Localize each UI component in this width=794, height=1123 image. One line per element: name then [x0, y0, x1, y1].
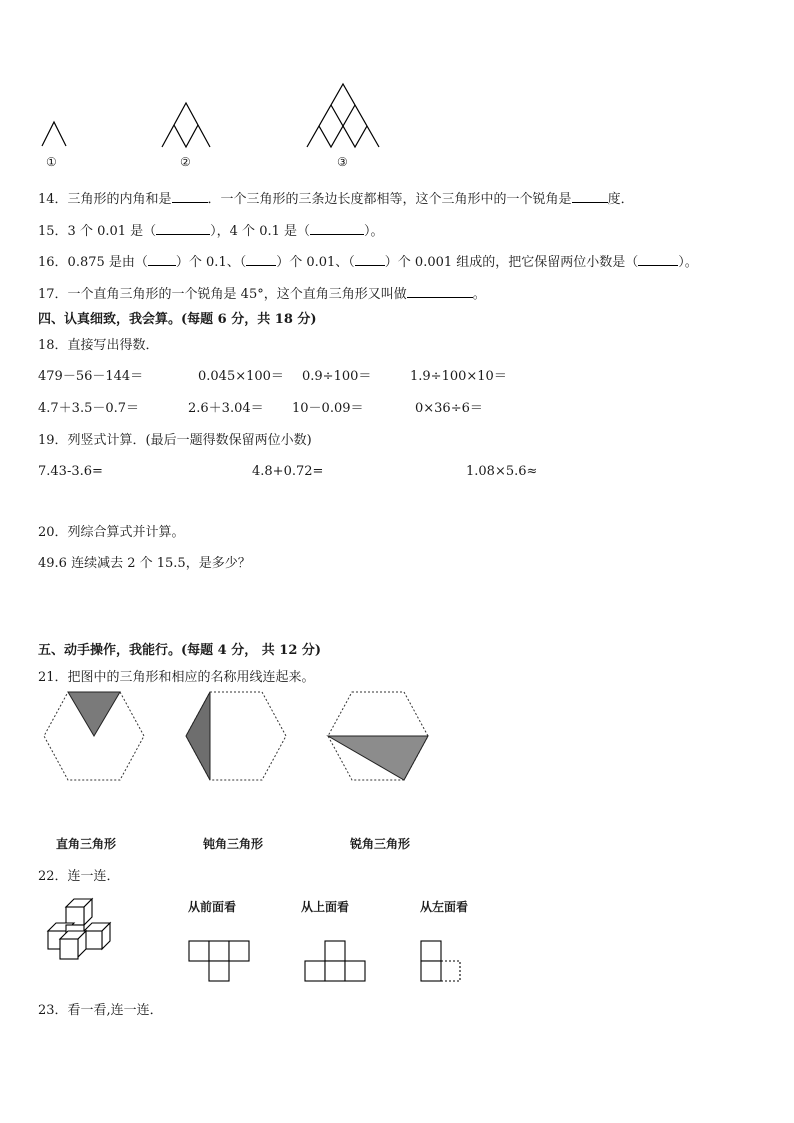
question-15: 15．3 个 0.01 是（ ），4 个 0.1 是（ ）。 — [38, 224, 384, 239]
hexagon-figure-2 — [184, 690, 288, 782]
answer-blank[interactable] — [355, 253, 385, 266]
section-4-heading: 四、认真细致，我会算。(每题 6 分，共 18 分) — [38, 312, 317, 327]
question-23-title: 23．看一看,连一连． — [38, 1003, 163, 1018]
figure-label-3: ③ — [337, 155, 348, 169]
question-16: 16．0.875 是由（ ）个 0.1、（ ）个 0.01、（ ）个 0.001 组成的，把它保留两位小数是（ ）。 — [38, 255, 698, 270]
triangle-name-label: 钝角三角形 — [203, 837, 264, 851]
answer-blank[interactable] — [638, 253, 678, 266]
calc-item: 10－0.09＝ — [292, 401, 364, 416]
triangle-pattern-2 — [160, 100, 215, 150]
triangle-pattern-1 — [40, 118, 70, 148]
calc-item: 1.9÷100×10＝ — [410, 369, 507, 384]
triangle-name-label: 直角三角形 — [56, 837, 117, 851]
question-18-title: 18．直接写出得数． — [38, 338, 159, 353]
cube-stack-figure — [42, 893, 132, 965]
view-label-front: 从前面看 — [188, 900, 237, 914]
calc-item: 479－56－144＝ — [38, 369, 144, 384]
calc-item: 0.045×100＝ — [198, 369, 284, 384]
vertical-calc-item: 1.08×5.6≈ — [466, 464, 538, 479]
answer-blank[interactable] — [148, 253, 176, 266]
answer-blank[interactable] — [310, 222, 364, 235]
answer-blank[interactable] — [156, 222, 210, 235]
answer-blank[interactable] — [407, 285, 473, 298]
triangle-pattern-3 — [305, 82, 383, 150]
calc-item: 0×36÷6＝ — [415, 401, 483, 416]
front-view-figure — [188, 940, 250, 984]
figure-label-1: ① — [46, 155, 57, 169]
triangle-name-label: 锐角三角形 — [350, 837, 411, 851]
question-19-title: 19．列竖式计算．(最后一题得数保留两位小数) — [38, 433, 312, 448]
question-22-title: 22．连一连． — [38, 869, 120, 884]
question-17: 17．一个直角三角形的一个锐角是 45°，这个直角三角形又叫做 。 — [38, 287, 486, 302]
hexagon-figure-3 — [326, 690, 430, 782]
calc-item: 4.7＋3.5－0.7＝ — [38, 401, 140, 416]
question-20-title: 20．列综合算式并计算。 — [38, 525, 185, 540]
hexagon-figure-1 — [42, 690, 146, 782]
figure-label-2: ② — [180, 155, 191, 169]
answer-blank[interactable] — [246, 253, 276, 266]
question-21-title: 21．把图中的三角形和相应的名称用线连起来。 — [38, 670, 315, 685]
view-label-left: 从左面看 — [420, 900, 469, 914]
answer-blank[interactable] — [572, 190, 608, 203]
question-20-body: 49.6 连续减去 2 个 15.5，是多少？ — [38, 556, 251, 571]
calc-item: 0.9÷100＝ — [302, 369, 372, 384]
left-view-figure — [420, 940, 464, 984]
vertical-calc-item: 4.8+0.72= — [252, 464, 324, 479]
top-view-figure — [304, 940, 366, 984]
calc-item: 2.6＋3.04＝ — [188, 401, 264, 416]
section-5-heading: 五、动手操作，我能行。(每题 4 分， 共 12 分) — [38, 643, 322, 658]
answer-blank[interactable] — [172, 190, 208, 203]
view-label-top: 从上面看 — [301, 900, 350, 914]
question-14: 14．三角形的内角和是 ．一个三角形的三条边长度都相等，这个三角形中的一个锐角是 度． — [38, 192, 634, 207]
vertical-calc-item: 7.43-3.6= — [38, 464, 103, 479]
